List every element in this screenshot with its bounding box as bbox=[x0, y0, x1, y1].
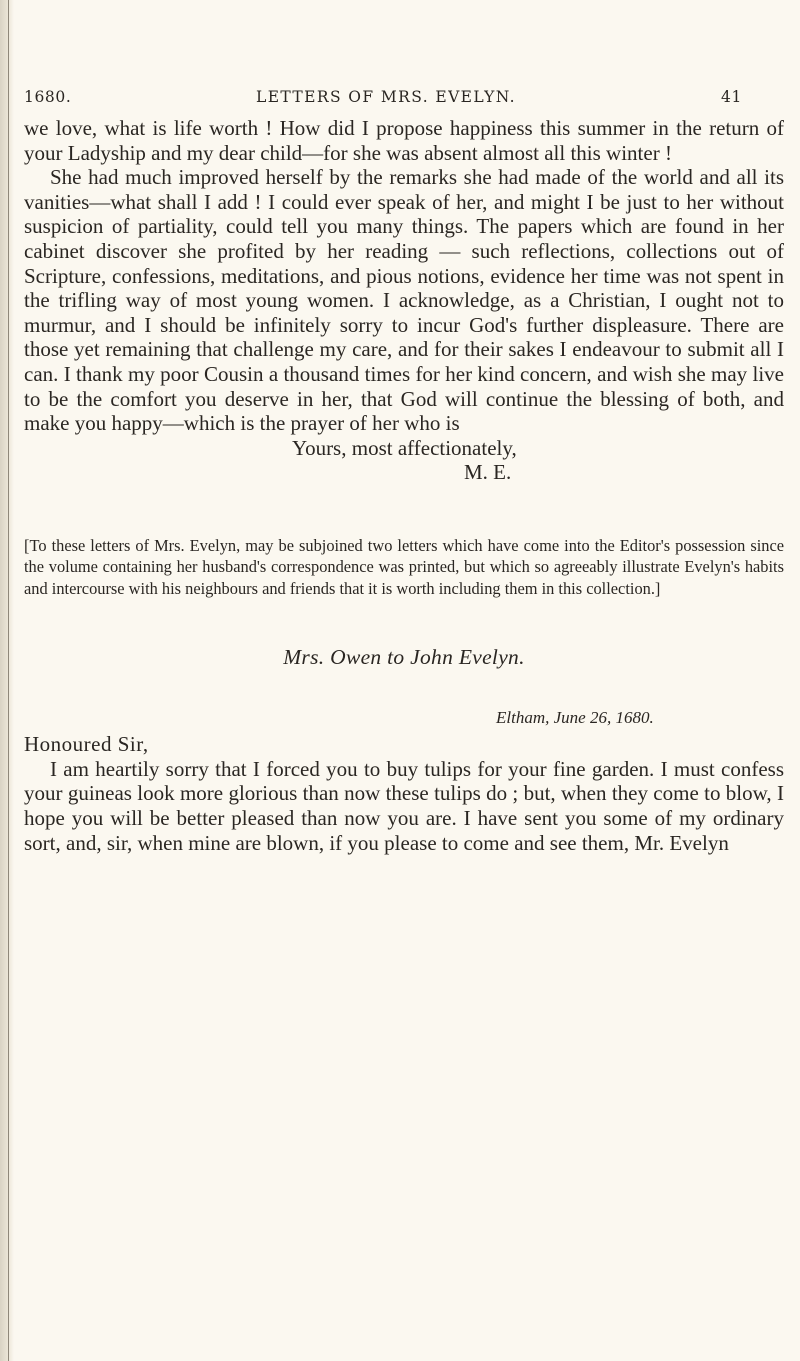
running-head bbox=[24, 88, 784, 116]
running-head-title: LETTERS OF MRS. EVELYN. bbox=[256, 88, 517, 106]
page-number: 41 bbox=[721, 88, 742, 106]
letter-one-body bbox=[24, 116, 784, 436]
binding-gutter bbox=[0, 0, 14, 1361]
letter-two-heading: Mrs. Owen to John Evelyn. bbox=[283, 645, 525, 670]
letter-two-salutation: Honoured Sir, bbox=[24, 732, 149, 757]
book-page bbox=[24, 88, 784, 855]
signature-initials: M. E. bbox=[464, 460, 512, 485]
running-head-year: 1680. bbox=[24, 88, 72, 106]
valediction: Yours, most affectionately, bbox=[292, 435, 517, 460]
dateline-date: June 26, 1680. bbox=[553, 708, 654, 728]
letter-one-closing bbox=[24, 436, 784, 485]
letter-two-dateline bbox=[24, 708, 784, 728]
letter-one-paragraph-2: She had much improved herself by the remarks she had made of the world and all its vanities—what shall I add ! I could ever speak of her, and might I be just to her without suspicion of partiality, could tell you many things. The papers which are found in her cabinet discover she profited by her reading — such reflections, collections out of Scripture, confessions, meditations, and pious notions, evidence her time was not spent in the trifling way of most young women. I acknowledge, as a Christian, I ought not to murmur, and I should be infinitely sorry to incur God's further displeasure. There are those yet remaining that challenge my care, and for their sakes I endeavour to submit all I can. I thank my poor Cousin a thousand times for her kind concern, and wish she may live to be the comfort you deserve in her, that God will continue the blessing of both, and make you happy—which is the prayer of her who is bbox=[24, 165, 784, 436]
dateline-place: Eltham, bbox=[496, 708, 550, 728]
editorial-note: [To these letters of Mrs. Evelyn, may be subjoined two letters which have come into the Editor's possession since the volume containing her husband's correspondence was printed, but which so agreeably illustrate Evelyn's habits and intercourse with his neighbours and friends that it is worth including them in this collection.] bbox=[24, 535, 784, 598]
letter-one-paragraph-1: we love, what is life worth ! How did I propose happiness this summer in the return of your Ladyship and my dear child—for she was absent almost all this winter ! bbox=[24, 116, 784, 165]
binding-edge-line bbox=[8, 0, 9, 1361]
letter-two-paragraph-1: I am heartily sorry that I forced you to buy tulips for your fine garden. I must confess your guineas look more glorious than now these tulips do ; but, when they come to blow, I hope you will be better pleased than now you are. I have sent you some of my ordinary sort, and, sir, when mine are blown, if you please to come and see them, Mr. Evelyn bbox=[24, 756, 784, 855]
